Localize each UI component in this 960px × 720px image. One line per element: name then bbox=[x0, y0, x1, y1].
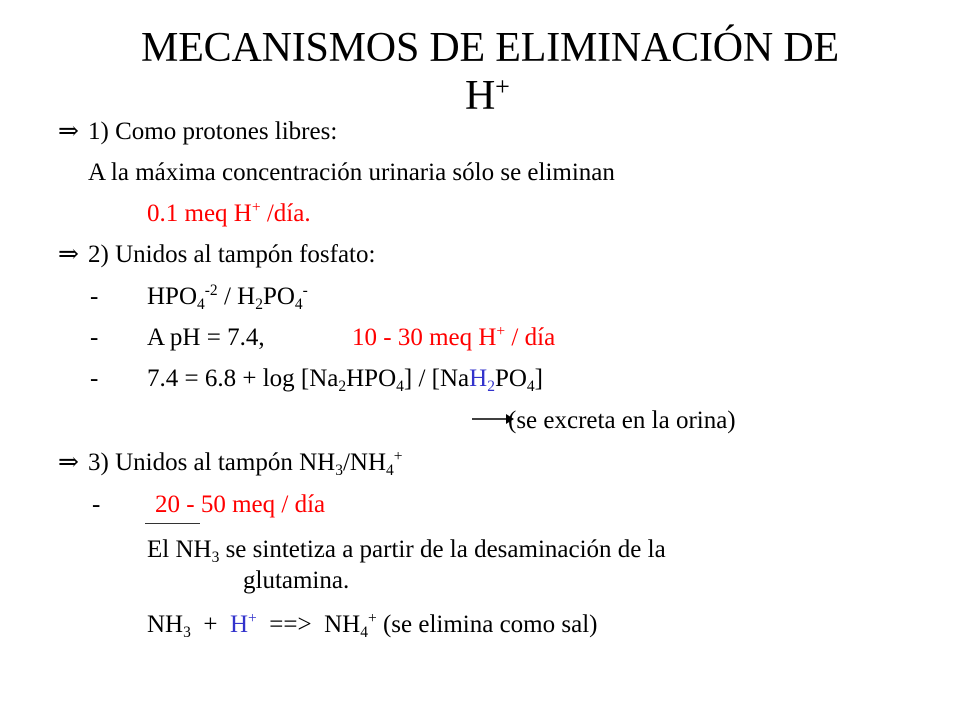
item2-dash-2: - bbox=[90, 324, 99, 351]
ammonium-reaction: $NH_3 + H^+$ ==> $NH_4^+$ (se elimina como sal) bbox=[147, 610, 598, 641]
phosphate-pair: $HPO_4^{-2} / H_2PO_4^-$ bbox=[147, 282, 308, 313]
synthesis-line-2: glutamina. bbox=[243, 567, 350, 594]
title-h-symbol: H+ bbox=[465, 71, 510, 119]
henderson-equation: $7.4 = 6.8 + \log [Na_2HPO_4] / [NaH_2PO_4]$ bbox=[147, 365, 543, 395]
implies-arrow-icon: ⇒ bbox=[58, 118, 79, 145]
item2-heading: ⇒ 2) Unidos al tampón fosfato: bbox=[58, 241, 376, 268]
item1-value: 0.1 meq H+ /día. bbox=[147, 199, 311, 227]
ammonia-value: 20 - 50 meq / día bbox=[155, 491, 326, 518]
item3-heading: ⇒ 3) Unidos al tampón $NH_3/NH_4^+$ bbox=[58, 448, 403, 479]
item1-line1: A la máxima concentración urinaria sólo se eliminan bbox=[88, 159, 615, 186]
ph-value: 10 - 30 meq H+ / día bbox=[352, 323, 556, 351]
item2-dash-3: - bbox=[90, 365, 99, 392]
item3-dash: - bbox=[92, 491, 101, 518]
implies-arrow-icon: ⇒ bbox=[58, 241, 79, 268]
proton-symbol: H+ bbox=[229, 610, 257, 638]
excretion-note: (se excreta en la orina) bbox=[508, 407, 736, 434]
ph-label: A pH = 7.4, bbox=[147, 324, 265, 351]
value-underline bbox=[145, 523, 200, 524]
item2-dash-1: - bbox=[90, 283, 99, 310]
title-text: MECANISMOS DE ELIMINACIÓN DE bbox=[141, 25, 839, 71]
slide-title bbox=[0, 24, 960, 119]
item1-heading: ⇒ 1) Como protones libres: bbox=[58, 118, 338, 145]
implies-arrow-icon: ⇒ bbox=[58, 449, 79, 476]
synthesis-line: El $NH_3$ se sintetiza a partir de la desaminación de la bbox=[147, 536, 666, 566]
